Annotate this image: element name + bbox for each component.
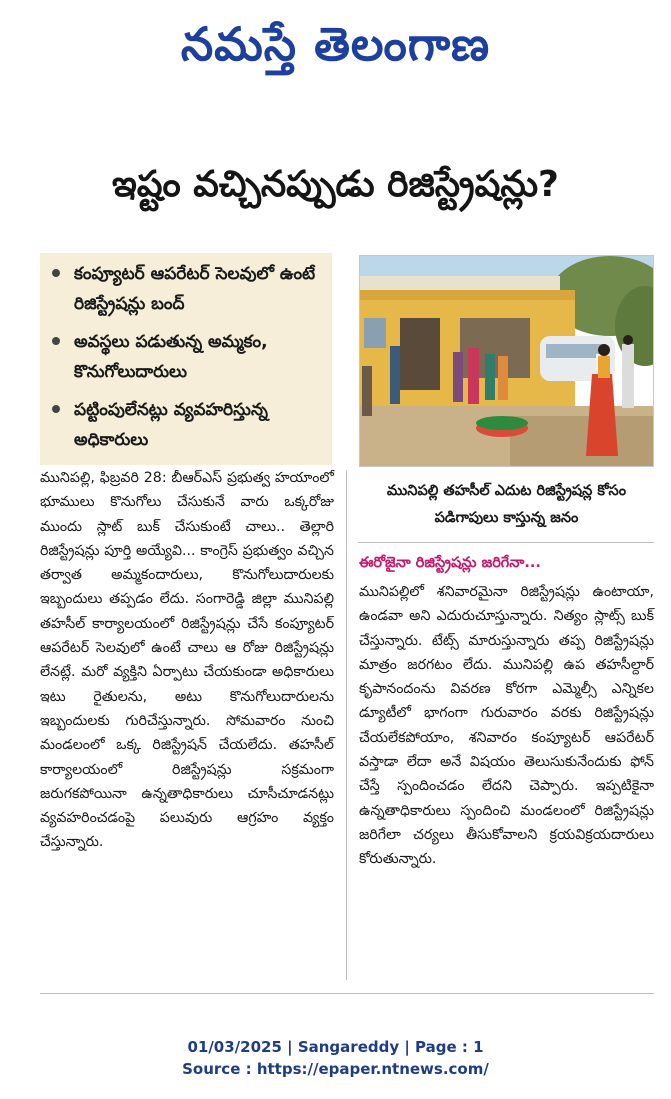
column-divider <box>346 470 347 980</box>
highlight-item <box>52 327 326 387</box>
article-headline: ఇష్టం వచ్చినప్పుడు రిజిస్ట్రేషన్లు? <box>112 164 559 205</box>
bullet-icon <box>52 337 60 345</box>
news-photo <box>359 255 654 467</box>
masthead <box>0 6 671 82</box>
article-right-column: మునిపల్లిలో శనివారమైనా రిజిస్ట్రేషన్లు ఉంటాయా, ఉండవా అని ఎదురుచూస్తున్నారు. నిత్యం స్లాట్స్ బుక్ చేస్తున్నారు. టేట్స్ మారుస్తున్నారు తప్ప రిజిస్ట్రేషన్లు మాత్రం జరగటం లేదు. మునిపల్లి ఉప తహసీల్దార్ కృపానందంను వివరణ కోరగా ఎమ్మెల్సీ ఎన్నికల డ్యూటీలో భాగంగా గురువారం వరకు రిజిస్ట్రేషన్లు చేయలేకపోయాం, శనివారం కంప్యూటర్ ఆపరేటర్ వస్తాడా లేదా అనే విషయం తెలుసుకునేందుకు ఫోన్ చేస్తే స్పందించడం లేదని చెప్పారు. ఇప్పటికైనా ఉన్నతాధికారులు స్పందించి మండలంలో రిజిస్ట్రేషన్లు జరిగేలా చర్యలు తీసుకోవాలని క్రయవిక్రయదారులు కోరుతున్నారు. <box>359 584 654 868</box>
photo-caption: మునిపల్లి తహసీల్ ఎదుట రిజిస్ట్రేషన్ల కోసం పడిగాపులు కాస్తున్న జనం <box>386 483 627 526</box>
masthead-title: నమస్తే తెలంగాణ <box>180 17 491 71</box>
article-left-column: మునిపల్లి, ఫిబ్రవరి 28: బీఆర్ఎస్ ప్రభుత్వ హయాంలో భూములు కొనుగోలు చేసుకునే వారు ఒక్కరోజు ముందు స్లాట్ బుక్ చేసుకుంటే చాలు.. తెల్లారి రిజిస్ట్రేషన్లు పూర్తి అయ్యేవి... కాంగ్రెస్ ప్రభుత్వం వచ్చిన తర్వాత అమ్మకందారులు, కొనుగోలుదారులకు ఇబ్బందులు తప్పడం లేదు. సంగారెడ్డి జిల్లా మునిపల్లి తహసీల్ కార్యాలయంలో రిజిస్ట్రేషన్లు చేసే కంప్యూటర్ ఆపరేటర్ సెలవులో ఉంటే చాలు ఆ రోజు రిజిస్ట్రేషన్లు లేనట్లే. మరో వ్యక్తిని ఏర్పాటు చేయకుండా అధికారులు ఇటు రైతులను, అటు కొనుగోలుదారులను ఇబ్బందులకు గురిచేస్తున్నారు. సోమవారం నుంచి మండలంలో ఒక్క రిజిస్ట్రేషన్ చేయలేదు. తహసీల్ కార్యాలయంలో రిజిస్ట్రేషన్లు సక్రమంగా జరుగకపోయినా ఉన్నతాధికారులు చూసీచూడనట్లు వ్యవహరించడంపై పలువురు ఆగ్రహం వ్యక్తం చేస్తున్నారు. <box>40 470 334 851</box>
tahsil-office-photo <box>360 256 654 467</box>
caption-divider <box>358 542 654 543</box>
highlights-box <box>40 253 332 465</box>
highlight-item <box>52 395 326 455</box>
edition-info: 01/03/2025 | Sangareddy | Page : 1 <box>187 1038 484 1056</box>
highlight-text: పట్టింపులేనట్లు వ్యవహరిస్తున్న అధికారులు <box>74 400 268 450</box>
bullet-icon <box>52 405 60 413</box>
bullet-icon <box>52 269 60 277</box>
article-subheading: ఈరోజైనా రిజిస్ట్రేషన్లు జరిగేనా... <box>359 555 541 571</box>
source-link[interactable]: Source : https://epaper.ntnews.com/ <box>182 1060 489 1078</box>
highlight-item <box>52 259 326 319</box>
highlight-text: కంప్యూటర్ ఆపరేటర్ సెలవులో ఉంటే రిజిస్ట్రేషన్లు బంద్ <box>74 264 316 314</box>
page-footer <box>0 1036 671 1080</box>
highlight-text: అవస్థలు పడుతున్న అమ్మకం, కొనుగోలుదారులు <box>74 332 268 382</box>
footer-divider <box>40 993 654 994</box>
